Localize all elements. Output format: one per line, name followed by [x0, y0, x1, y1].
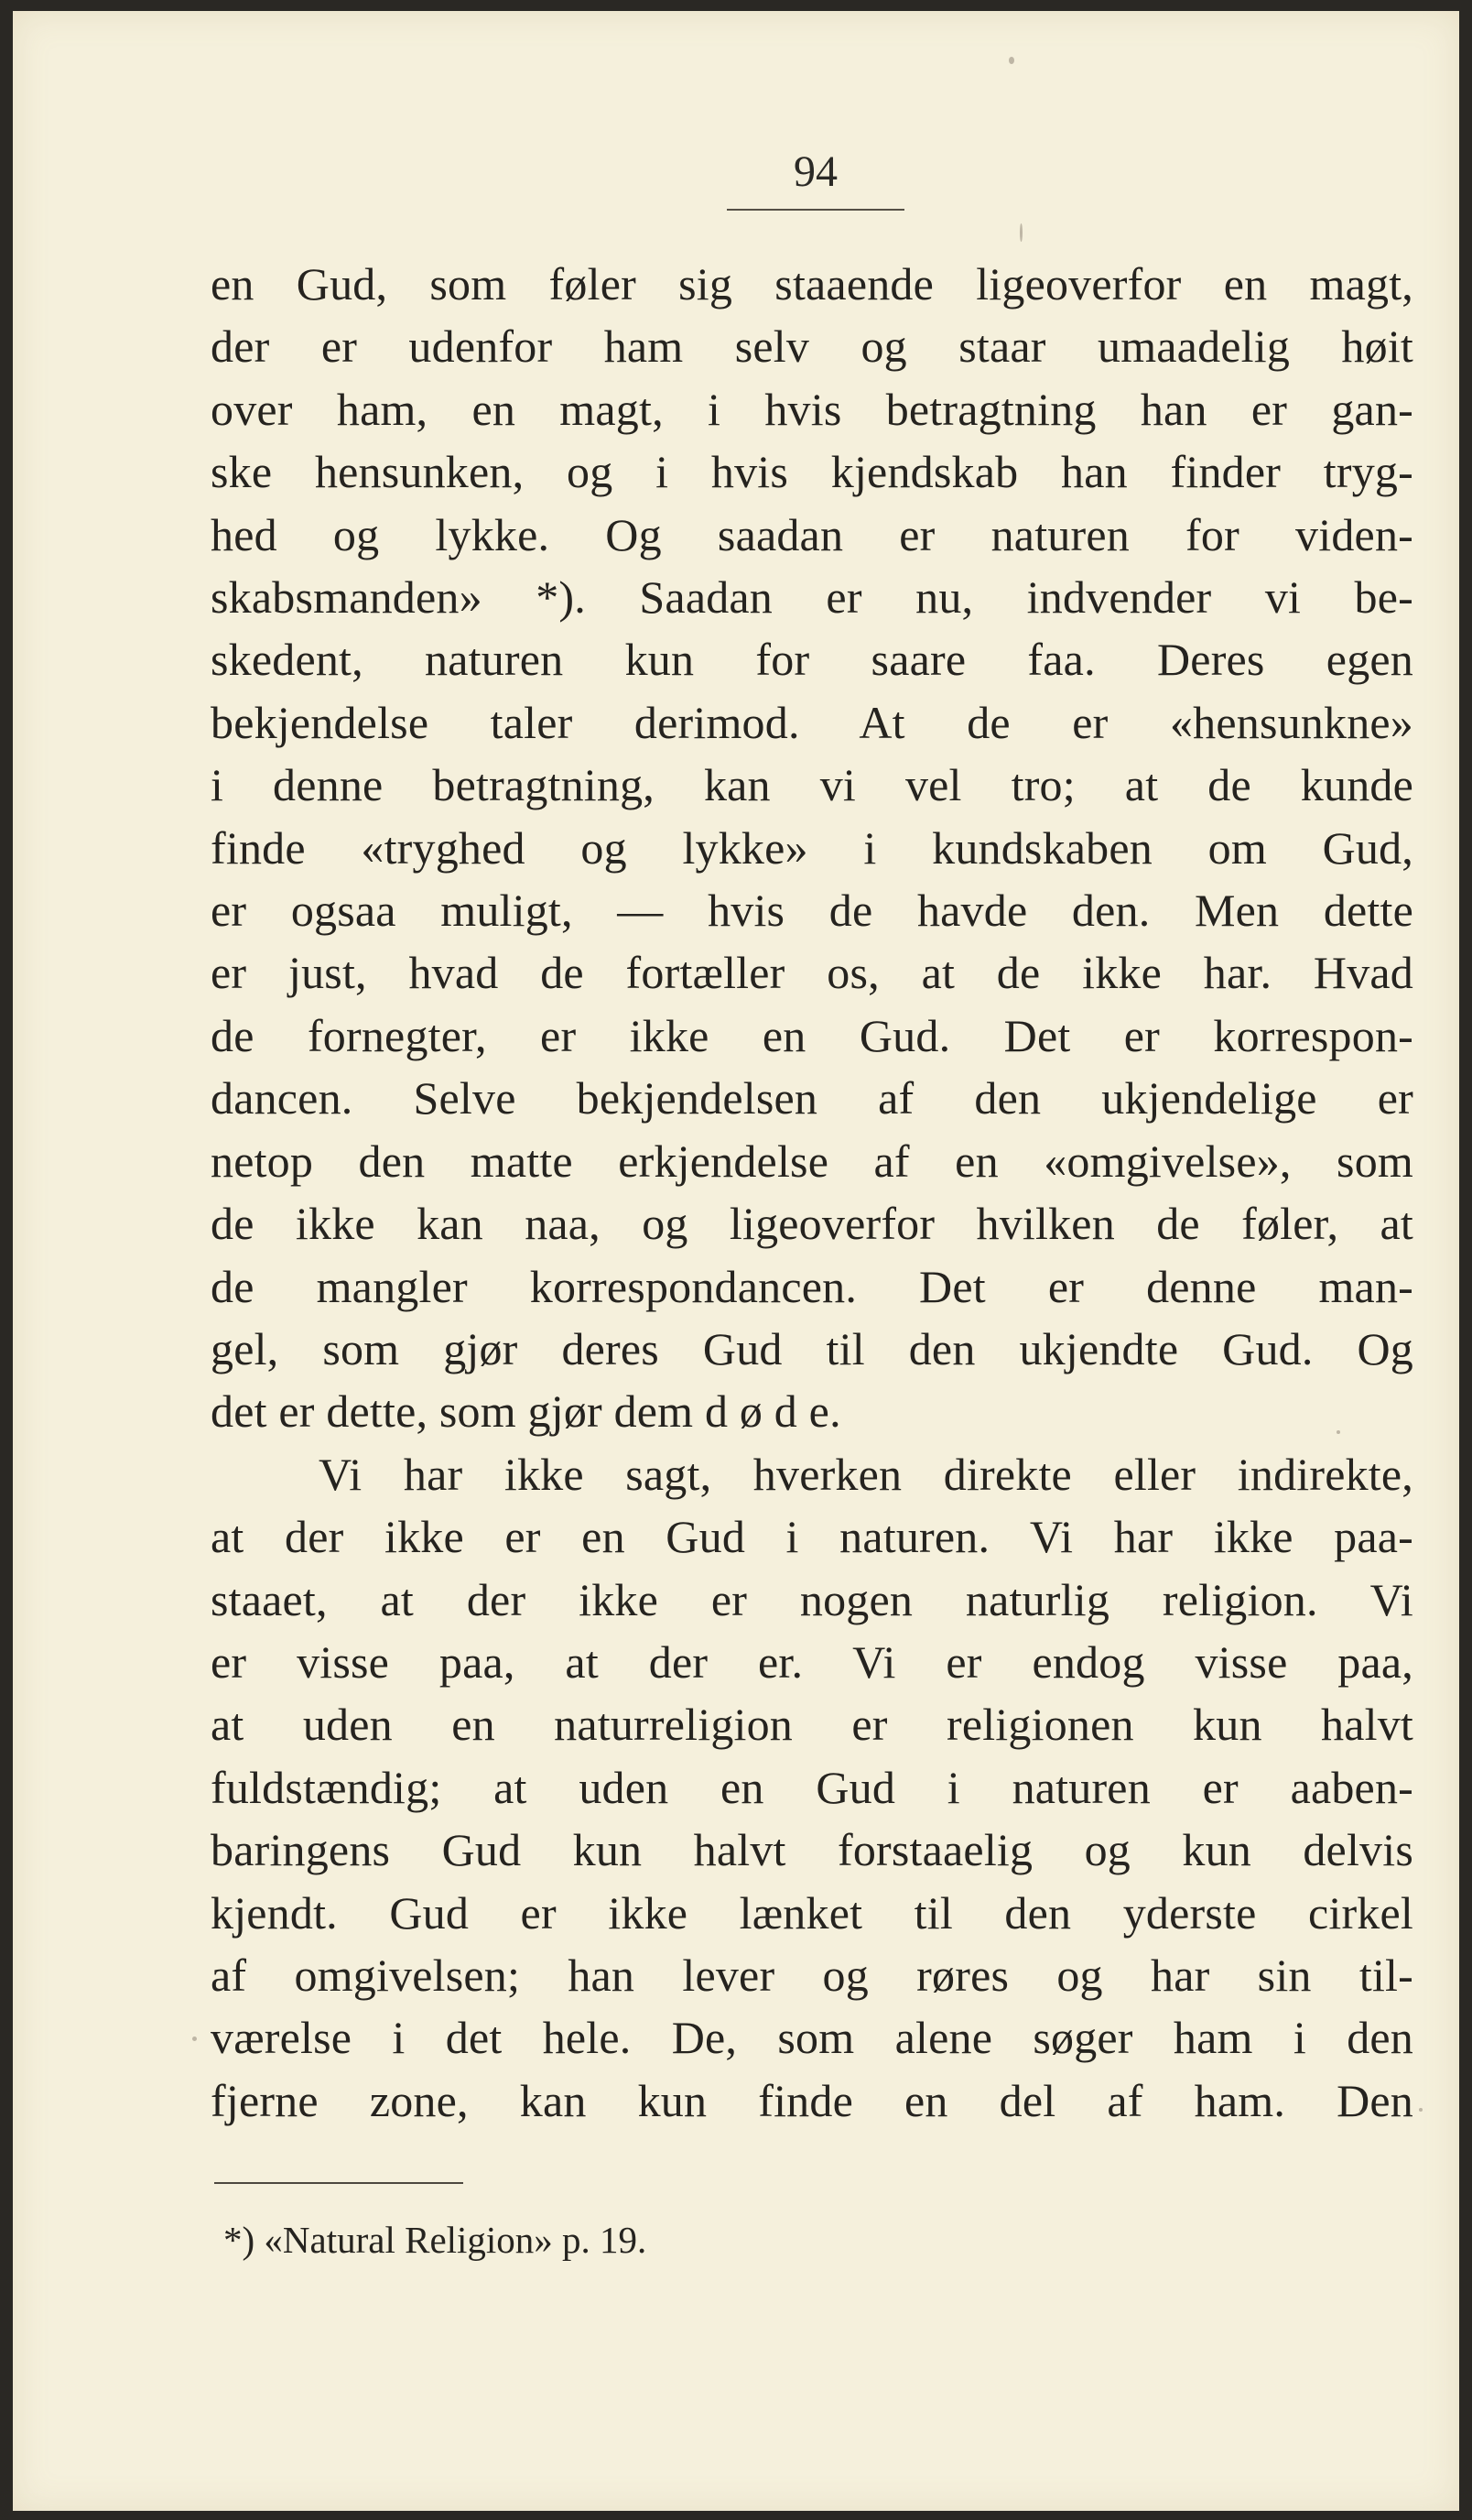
text-line: er just, hvad de fortæller os, at de ikke har. Hvad — [211, 947, 1413, 999]
page-number-underline — [727, 209, 904, 211]
footnote: *) «Natural Religion» p. 19. — [223, 2219, 647, 2261]
text-line: baringens Gud kun halvt forstaaelig og kun delvis — [211, 1824, 1413, 1876]
paragraph-end-line: det er dette, som gjør dem d ø d e. — [211, 1385, 841, 1438]
text-line: værelse i det hele. De, som alene søger ham i den — [211, 2012, 1413, 2064]
text-line: der er udenfor ham selv og staar umaadelig høit — [211, 320, 1413, 373]
text-line: staaet, at der ikke er nogen naturlig religion. Vi — [211, 1573, 1413, 1625]
text-line: er ogsaa muligt, — hvis de havde den. Men dette — [211, 885, 1413, 937]
body-text — [211, 253, 1413, 2132]
text-line: de mangler korrespondancen. Det er denne man- — [211, 1260, 1413, 1312]
text-line: ske hensunken, og i hvis kjendskab han finder tryg- — [211, 446, 1413, 498]
page-number-block — [727, 148, 904, 196]
text-line: skabsmanden» *). Saadan er nu, indvender vi be- — [211, 571, 1413, 624]
text-line: hed og lykke. Og saadan er naturen for viden- — [211, 508, 1413, 560]
text-line: dancen. Selve bekjendelsen af den ukjendelige er — [211, 1072, 1413, 1124]
text-line: at der ikke er en Gud i naturen. Vi har ikke paa- — [211, 1511, 1413, 1563]
text-line: en Gud, som føler sig staaende ligeoverfor en magt, — [211, 258, 1413, 310]
paper-speck — [1337, 1430, 1340, 1434]
text-line: skedent, naturen kun for saare faa. Deres egen — [211, 634, 1413, 686]
paper-speck — [1020, 223, 1023, 242]
text-line: de fornegter, er ikke en Gud. Det er korrespon- — [211, 1009, 1413, 1061]
text-line: netop den matte erkjendelse af en «omgivelse», som — [211, 1135, 1413, 1187]
paragraph-start-line: Vi har ikke sagt, hverken direkte eller indirekte, — [319, 1448, 1413, 1500]
page-number: 94 — [794, 147, 838, 196]
book-page — [13, 11, 1459, 2511]
text-line: i denne betragtning, kan vi vel tro; at de kunde — [211, 759, 1413, 811]
footnote-divider — [214, 2182, 463, 2184]
text-line: over ham, en magt, i hvis betragtning han er gan- — [211, 383, 1413, 435]
text-line: fuldstændig; at uden en Gud i naturen er aaben- — [211, 1761, 1413, 1813]
text-line: er visse paa, at der er. Vi er endog visse paa, — [211, 1635, 1413, 1688]
paper-speck — [1419, 2108, 1423, 2112]
paper-speck — [1009, 57, 1014, 64]
text-line: af omgivelsen; han lever og røres og har sin til- — [211, 1949, 1413, 2001]
text-line: finde «tryghed og lykke» i kundskaben om Gud, — [211, 821, 1413, 874]
paper-speck — [192, 2037, 197, 2041]
text-line: kjendt. Gud er ikke lænket til den yderste cirkel — [211, 1886, 1413, 1939]
text-line: gel, som gjør deres Gud til den ukjendte Gud. Og — [211, 1322, 1413, 1374]
text-line: bekjendelse taler derimod. At de er «hensunkne» — [211, 696, 1413, 748]
text-line: fjerne zone, kan kun finde en del af ham. Den — [211, 2074, 1413, 2126]
text-line: de ikke kan naa, og ligeoverfor hvilken de føler, at — [211, 1198, 1413, 1250]
text-line: at uden en naturreligion er religionen kun halvt — [211, 1699, 1413, 1751]
